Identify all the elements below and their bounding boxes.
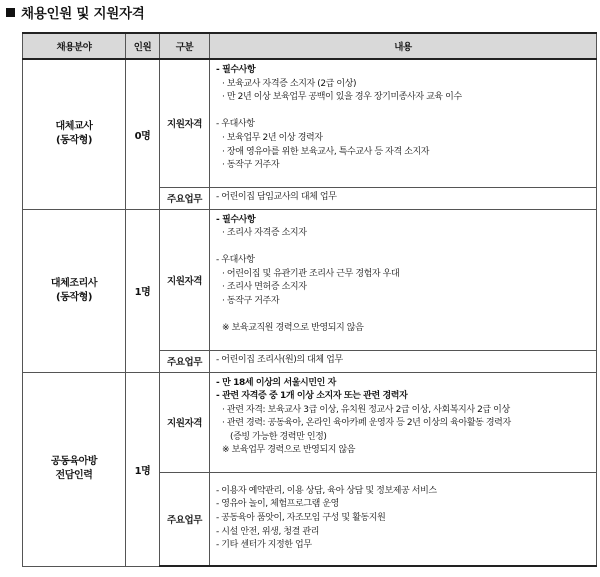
table-row <box>23 59 597 187</box>
count-cell: 1명 <box>126 209 160 372</box>
field-cell: 대체교사 (동작형) <box>23 59 126 209</box>
count-cell: 1명 <box>126 372 160 566</box>
category-cell: 지원자격 <box>160 59 210 187</box>
square-bullet-icon <box>6 8 15 17</box>
header-count: 인원 <box>126 33 160 59</box>
field-cell: 대체조리사 (동작형) <box>23 209 126 372</box>
category-cell: 주요업무 <box>160 187 210 209</box>
category-cell: 지원자격 <box>160 372 210 472</box>
qualification-cell: - 필수사항 · 조리사 자격증 소지자 - 우대사항 · 어린이집 및 유관기관 조리사 근무 경험자 우대 · 조리사 면허증 소지자 · 동작구 거주자 ※ 보육교직원 경력으로 반영되지 않음 <box>210 209 597 350</box>
header-category: 구분 <box>160 33 210 59</box>
duty-cell: - 어린이집 조리사(원)의 대체 업무 <box>210 350 597 372</box>
category-cell: 주요업무 <box>160 472 210 566</box>
field-cell: 공동육아방 전담인력 <box>23 372 126 566</box>
duty-cell: - 어린이집 담임교사의 대체 업무 <box>210 187 597 209</box>
count-cell: 0명 <box>126 59 160 209</box>
qualification-cell: - 필수사항 · 보육교사 자격증 소지자 (2급 이상) · 만 2년 이상 보육업무 공백이 있을 경우 장기미종사자 교육 이수 - 우대사항 · 보육업무 2년 이상 경력자 · 장애 영유아를 위한 보육교사, 특수교사 등 자격 소지자 · 동작구 거주자 <box>210 59 597 187</box>
header-row <box>23 33 597 59</box>
header-content: 내용 <box>210 33 597 59</box>
category-cell: 주요업무 <box>160 350 210 372</box>
table-row <box>23 209 597 350</box>
category-cell: 지원자격 <box>160 209 210 350</box>
section-title <box>6 2 144 22</box>
header-field: 채용분야 <box>23 33 126 59</box>
duty-cell: - 이용자 예약관리, 이용 상담, 육아 상담 및 정보제공 서비스 - 영유아 놀이, 체험프로그램 운영 - 공동육아 품앗이, 자조모임 구성 및 활동지원 - 시설 안전, 위생, 청결 관리 - 기타 센터가 지정한 업무 <box>210 472 597 566</box>
table-row <box>23 372 597 472</box>
section-title-text: 채용인원 및 지원자격 <box>21 6 145 22</box>
recruitment-table <box>22 32 597 567</box>
qualification-cell: - 만 18세 이상의 서울시민인 자 - 관련 자격증 중 1개 이상 소지자 또는 관련 경력자 · 관련 자격: 보육교사 3급 이상, 유치원 정교사 2급 이상, 사회복지사 2급 이상 · 관련 경력: 공동육아, 온라인 육아카페 운영자 등 2년 이상의 육아활동 경력자 (증빙 가능한 경력만 인정) ※ 보육업무 경력으로 반영되지 않음 <box>210 372 597 472</box>
